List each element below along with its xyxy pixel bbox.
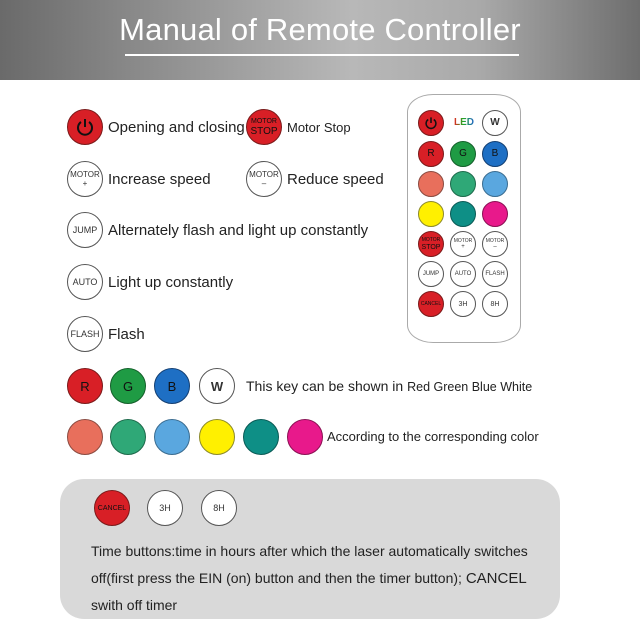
remote-color-salmon[interactable] [418,171,444,197]
motor-stop-button[interactable] [246,109,282,145]
flash-desc: Flash [108,326,145,343]
b-button[interactable]: B [154,368,190,404]
remote-minus-sign: – [493,243,497,250]
power-button[interactable] [67,109,103,145]
motor-plus-button[interactable] [67,161,103,197]
jump-button[interactable]: JUMP [67,212,103,248]
remote-r-button[interactable]: R [418,141,444,167]
color-button-yellow[interactable] [199,419,235,455]
motor-minus-button[interactable] [246,161,282,197]
increase-desc: Increase speed [108,171,211,188]
timer-3h-button[interactable]: 3H [147,490,183,526]
color-desc: According to the corresponding color [327,429,539,444]
timer-8h-button[interactable]: 8H [201,490,237,526]
auto-button[interactable]: AUTO [67,264,103,300]
power-icon [424,116,438,130]
remote-w-button[interactable]: W [482,110,508,136]
plus-sign: + [82,178,88,188]
motor-stop-desc: Motor Stop [287,120,351,135]
reduce-desc: Reduce speed [287,171,384,188]
page-title: Manual of Remote Controller [119,12,521,47]
title-underline [125,54,519,56]
remote-motor-minus-label: MOTOR [485,237,505,244]
power-icon [75,117,95,137]
motor-stop-top: MOTOR [251,117,277,125]
color-button-teal-light[interactable] [110,419,146,455]
rgbw-desc-b: Red Green Blue White [407,380,533,394]
jump-desc: Alternately flash and light up constantly [108,222,369,239]
timer-desc-a: Time buttons:time in hours after which the laser automatically switches off(first press the EIN (on) button and then the timer button); [91,543,528,586]
color-button-magenta[interactable] [287,419,323,455]
remote-jump-button[interactable]: JUMP [418,261,444,287]
auto-desc: Light up constantly [108,274,234,291]
rgbw-desc [246,378,532,394]
color-button-teal-dark[interactable] [243,419,279,455]
led-label: LED [454,117,474,128]
remote-cancel-button[interactable]: CANCEL [418,291,444,317]
remote-motor-stop-top: MOTOR [421,236,441,243]
remote-motor-plus-button[interactable] [450,231,476,257]
remote-power-button[interactable] [418,110,444,136]
color-button-salmon[interactable] [67,419,103,455]
remote-color-magenta[interactable] [482,201,508,227]
remote-motor-stop-button[interactable] [418,231,444,257]
remote-b-button[interactable]: B [482,141,508,167]
remote-8h-button[interactable]: 8H [482,291,508,317]
remote-motor-minus-button[interactable] [482,231,508,257]
w-button[interactable]: W [199,368,235,404]
remote-3h-button[interactable]: 3H [450,291,476,317]
motor-minus-label: MOTOR [249,169,279,179]
r-button[interactable]: R [67,368,103,404]
motor-stop-bottom: STOP [250,125,278,137]
g-button[interactable]: G [110,368,146,404]
remote-g-button[interactable]: G [450,141,476,167]
cancel-button[interactable]: CANCEL [94,490,130,526]
remote-plus-sign: + [461,243,465,250]
remote-flash-button[interactable]: FLASH [482,261,508,287]
minus-sign: – [261,178,267,188]
power-desc: Opening and closing [108,119,245,136]
motor-plus-label: MOTOR [70,169,100,179]
flash-button[interactable]: FLASH [67,316,103,352]
rgbw-desc-a: This key can be shown in [246,378,404,394]
remote-color-sky[interactable] [482,171,508,197]
timer-desc-c: swith off timer [91,597,178,613]
remote-motor-stop-bottom: STOP [421,243,441,251]
remote-color-teal-dark[interactable] [450,201,476,227]
timer-description [91,538,541,619]
color-button-sky[interactable] [154,419,190,455]
remote-auto-button[interactable]: AUTO [450,261,476,287]
remote-motor-plus-label: MOTOR [453,237,473,244]
timer-desc-b: CANCEL [465,570,527,587]
remote-color-teal-light[interactable] [450,171,476,197]
remote-color-yellow[interactable] [418,201,444,227]
remote-led-indicator [454,117,474,128]
